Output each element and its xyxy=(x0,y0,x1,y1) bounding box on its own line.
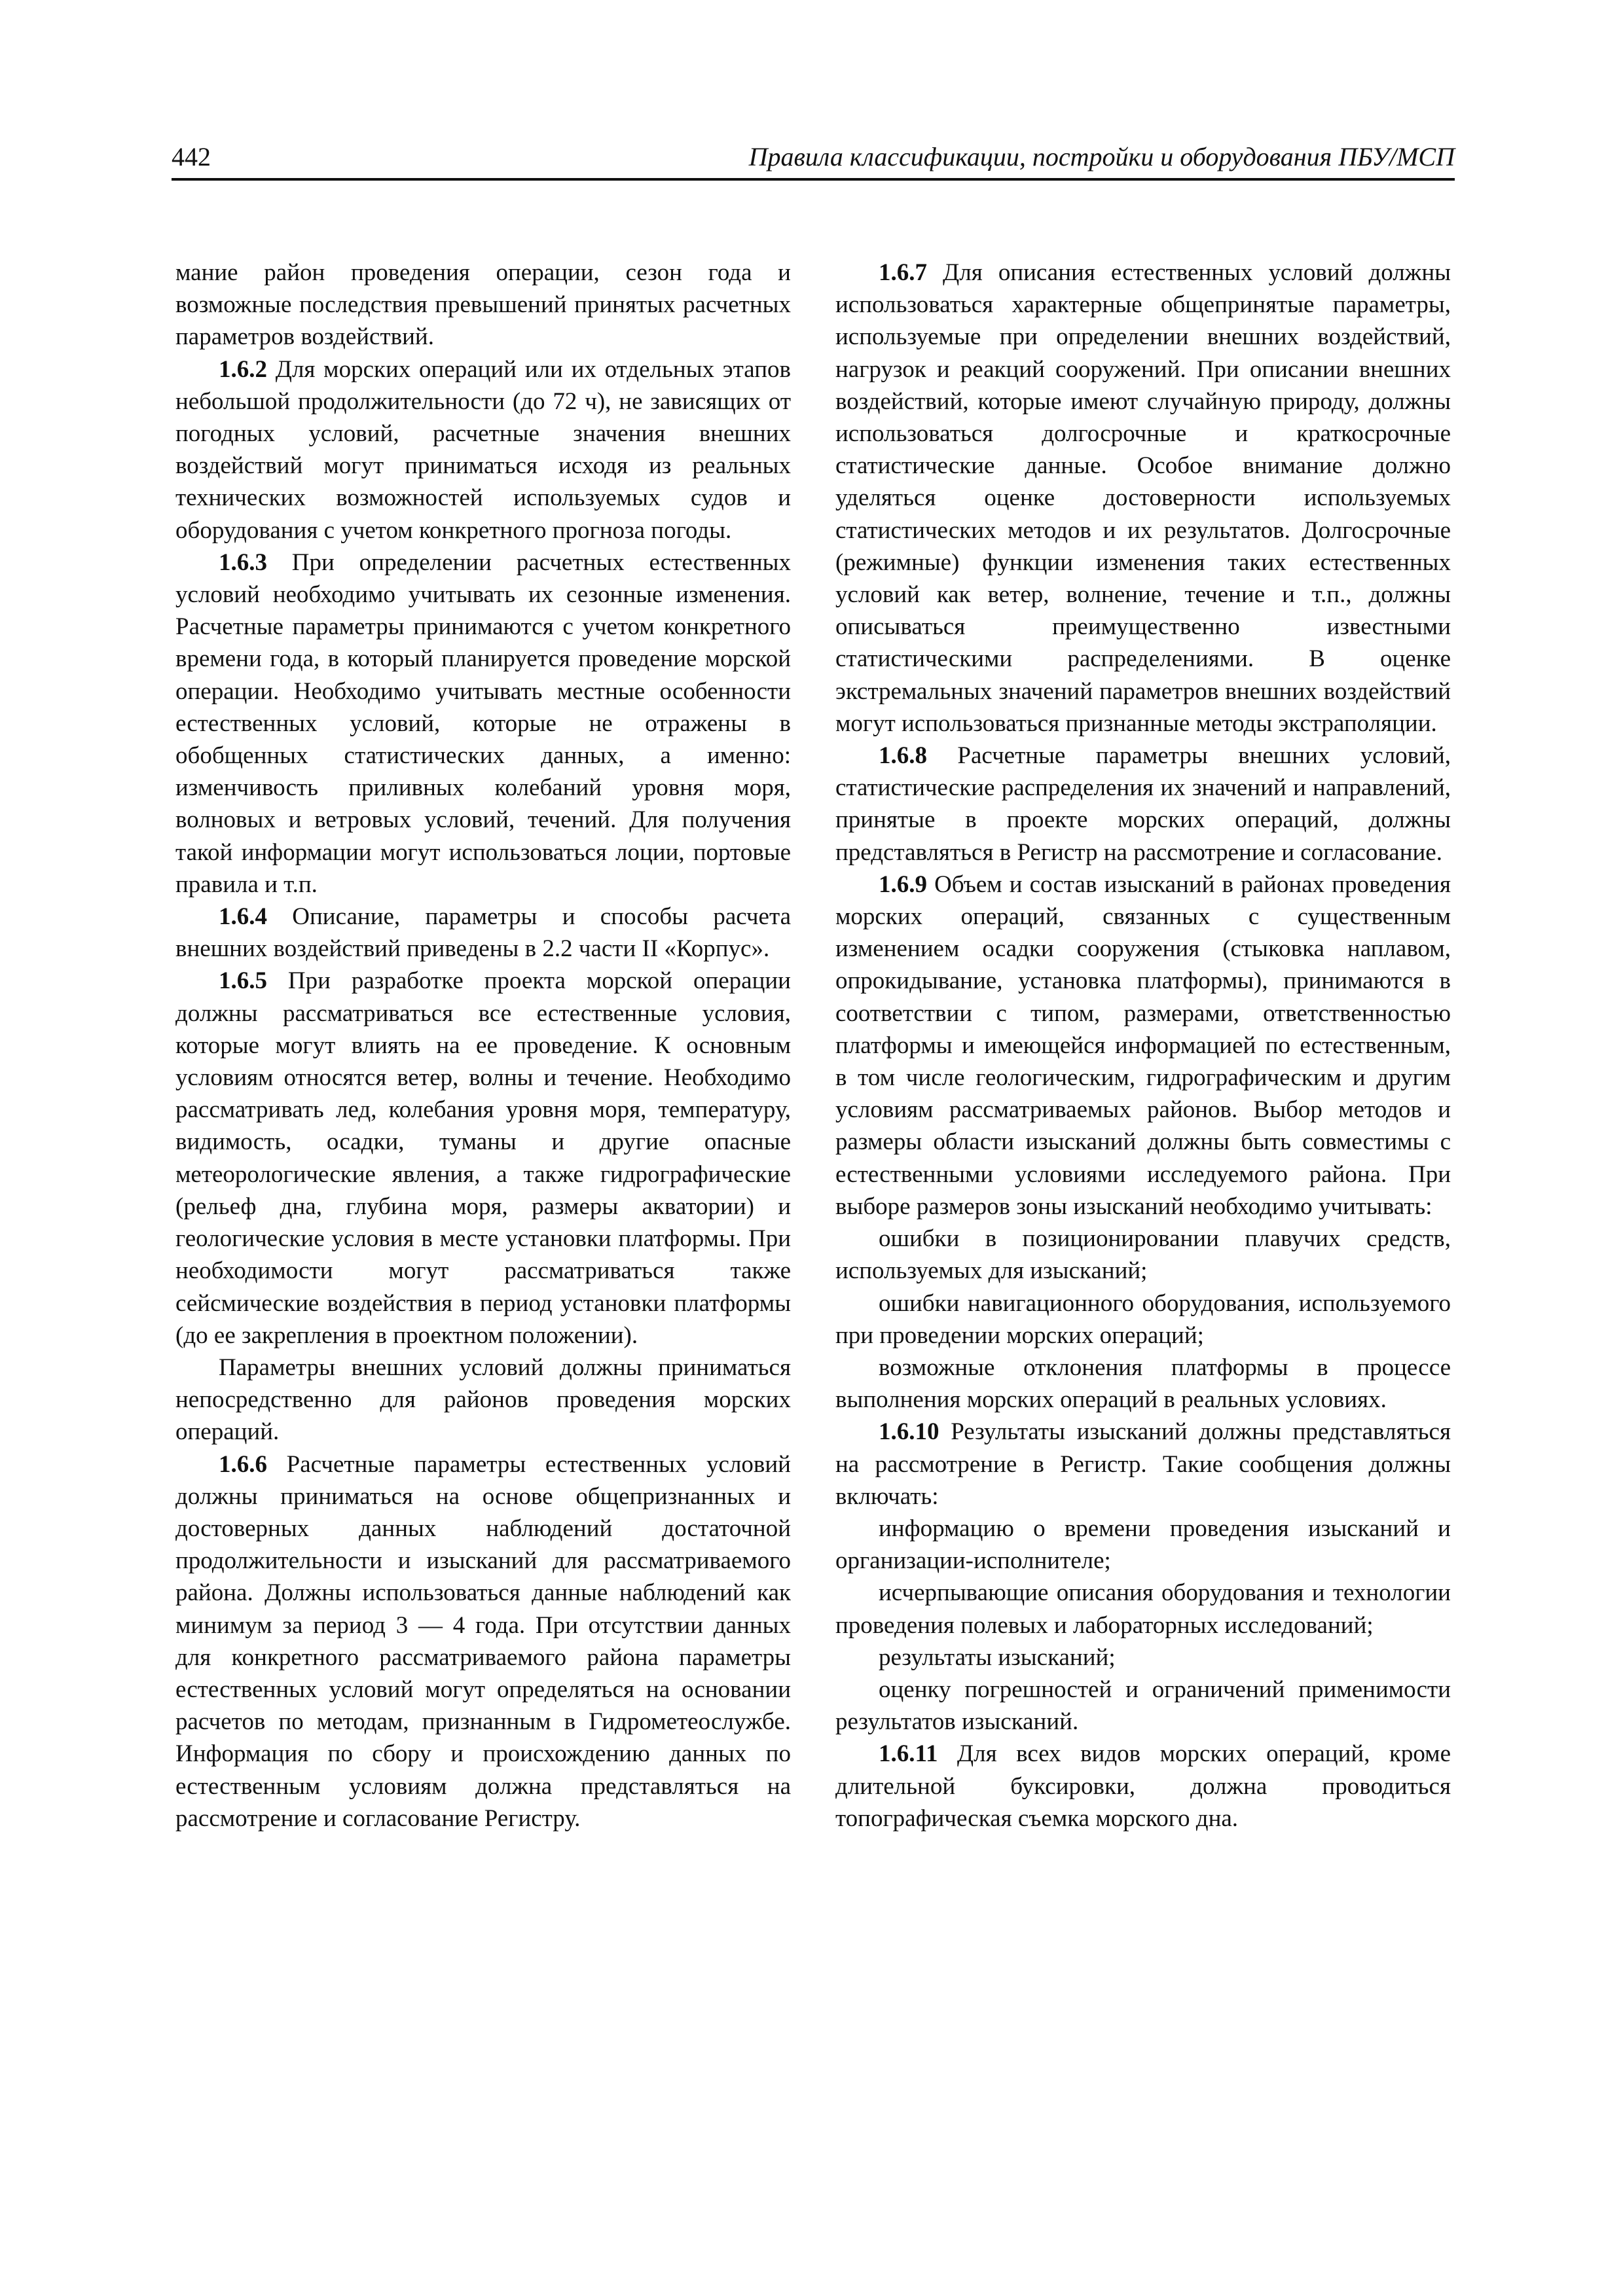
paragraph xyxy=(835,257,1451,740)
paragraph xyxy=(835,1416,1451,1513)
paragraph-text: Результаты изысканий должны представляться на рассмотрение в Регистр. Такие сообщения должны включать: xyxy=(835,1418,1451,1510)
page-number: 442 xyxy=(172,142,211,171)
clause-number: 1.6.10 xyxy=(879,1418,939,1446)
clause-number: 1.6.11 xyxy=(879,1740,938,1768)
paragraph xyxy=(835,1577,1451,1641)
paragraph xyxy=(835,869,1451,1223)
paragraph xyxy=(175,1352,791,1448)
paragraph-text: оценку погрешностей и ограничений применимости результатов изысканий. xyxy=(835,1676,1451,1736)
paragraph-text: возможные отклонения платформы в процессе выполнения морских операций в реальных условиях. xyxy=(835,1354,1451,1414)
paragraph-text: результаты изысканий; xyxy=(879,1643,1116,1671)
paragraph xyxy=(835,1641,1451,1674)
clause-number: 1.6.8 xyxy=(879,742,927,770)
paragraph-text: Для описания естественных условий должны использоваться характерные общепринятые параметры, используемые при определении внешних воздействий, нагрузок и реакций сооружений. При описании внешних воздействий, которые имеют случайную природу, должны использоваться долгосрочные и краткосрочные статистические данные. Особое внимание должно уделяться оценке достоверности используемых статистических методов и их результатов. Долгосрочные (режимные) функции изменения таких естественных условий как ветер, волнение, течение и т.п., должны описываться преимущественно известными статистическими распределениями. В оценке экстремальных значений параметров внешних воздействий могут использоваться признанные методы экстраполяции. xyxy=(835,259,1451,737)
clause-number: 1.6.9 xyxy=(879,870,927,898)
paragraph-text: мание район проведения операции, сезон года и возможные последствия превышений принятых расчетных параметров воздействий. xyxy=(175,259,791,351)
right-column xyxy=(835,257,1451,2115)
paragraph xyxy=(175,965,791,1351)
clause-number: 1.6.2 xyxy=(219,355,267,383)
paragraph-text: Для всех видов морских операций, кроме длительной буксировки, должна проводиться топографическая съемка морского дна. xyxy=(835,1740,1451,1832)
paragraph xyxy=(835,1352,1451,1416)
running-header xyxy=(172,139,1455,181)
paragraph-text: исчерпывающие описания оборудования и технологии проведения полевых и лабораторных исследований; xyxy=(835,1579,1451,1639)
clause-number: 1.6.3 xyxy=(219,548,267,576)
paragraph xyxy=(835,1223,1451,1287)
paragraph-text: При разработке проекта морской операции должны рассматриваться все естественные условия, которые могут влиять на ее проведение. К основным условиям относятся ветер, волны и течение. Необходимо рассматривать лед, колебания уровня моря, температуру, видимость, осадки, туманы и другие опасные метеорологические явления, а также гидрографические (рельеф дна, глубина моря, размеры акватории) и геологические условия в месте установки платформы. При необходимости могут рассматриваться также сейсмические воздействия в период установки платформы (до ее закрепления в проектном положении). xyxy=(175,967,791,1349)
paragraph xyxy=(835,1287,1451,1352)
paragraph xyxy=(835,1738,1451,1835)
paragraph-text: Расчетные параметры естественных условий должны приниматься на основе общепризнанных и достоверных данных наблюдений достаточной продолжительности и изысканий для рассматриваемого района. Должны использоваться данные наблюдений как минимум за период 3 — 4 года. При отсутствии данных для конкретного рассматриваемого района параметры естественных условий могут определяться на основании расчетов по методам, признанным в Гидрометеослужбе. Информация по сбору и происхождению данных по естественным условиям должна представляться на рассмотрение и согласование Регистру. xyxy=(175,1450,791,1832)
paragraph-text: информацию о времени проведения изысканий и организации-исполнителе; xyxy=(835,1515,1451,1575)
paragraph-text: Расчетные параметры внешних условий, статистические распределения их значений и направлений, принятые в проекте морских операций, должны представляться в Регистр на рассмотрение и согласование. xyxy=(835,742,1451,866)
paragraph xyxy=(175,257,791,353)
paragraph xyxy=(175,353,791,547)
clause-number: 1.6.6 xyxy=(219,1450,267,1478)
paragraph xyxy=(835,1513,1451,1577)
left-column xyxy=(175,257,791,2115)
paragraph-text: Объем и состав изысканий в районах проведения морских операций, связанных с существенным изменением осадки сооружения (стыковка наплавом, опрокидывание, установка платформы), принимаются в соответствии с типом, размерами, ответственностью платформы и имеющейся информацией по естественным, в том числе геологическим, гидрографическим и другим условиям рассматриваемых районов. Выбор методов и размеры области изысканий должны быть совместимы с естественными условиями исследуемого района. При выборе размеров зоны изысканий необходимо учитывать: xyxy=(835,870,1451,1220)
clause-number: 1.6.4 xyxy=(219,903,267,931)
paragraph xyxy=(175,901,791,965)
paragraph xyxy=(835,1674,1451,1738)
paragraph xyxy=(175,1448,791,1835)
running-title: Правила классификации, постройки и оборудования ПБУ/МСП xyxy=(748,142,1455,171)
paragraph-text: ошибки в позиционировании плавучих средств, используемых для изысканий; xyxy=(835,1225,1451,1285)
clause-number: 1.6.7 xyxy=(879,259,927,286)
paragraph xyxy=(835,740,1451,869)
paragraph-text: Параметры внешних условий должны приниматься непосредственно для районов проведения морских операций. xyxy=(175,1354,791,1446)
paragraph-text: При определении расчетных естественных условий необходимо учитывать их сезонные изменения. Расчетные параметры принимаются с учетом конкретного времени года, в который планируется проведение морской операции. Необходимо учитывать местные особенности естественных условий, которые не отражены в обобщенных статистических данных, а именно: изменчивость приливных колебаний уровня моря, волновых и ветровых условий, течений. Для получения такой информации могут использоваться лоции, портовые правила и т.п. xyxy=(175,548,791,898)
paragraph-text: Для морских операций или их отдельных этапов небольшой продолжительности (до 72 ч), не зависящих от погодных условий, расчетные значения внешних воздействий могут приниматься исходя из реальных технических возможностей используемых судов и оборудования с учетом конкретного прогноза погоды. xyxy=(175,355,791,544)
clause-number: 1.6.5 xyxy=(219,967,267,995)
paragraph-text: ошибки навигационного оборудования, используемого при проведении морских операций; xyxy=(835,1289,1451,1349)
paragraph-text: Описание, параметры и способы расчета внешних воздействий приведены в 2.2 части II «Корпус». xyxy=(175,903,791,963)
paragraph xyxy=(175,547,791,901)
